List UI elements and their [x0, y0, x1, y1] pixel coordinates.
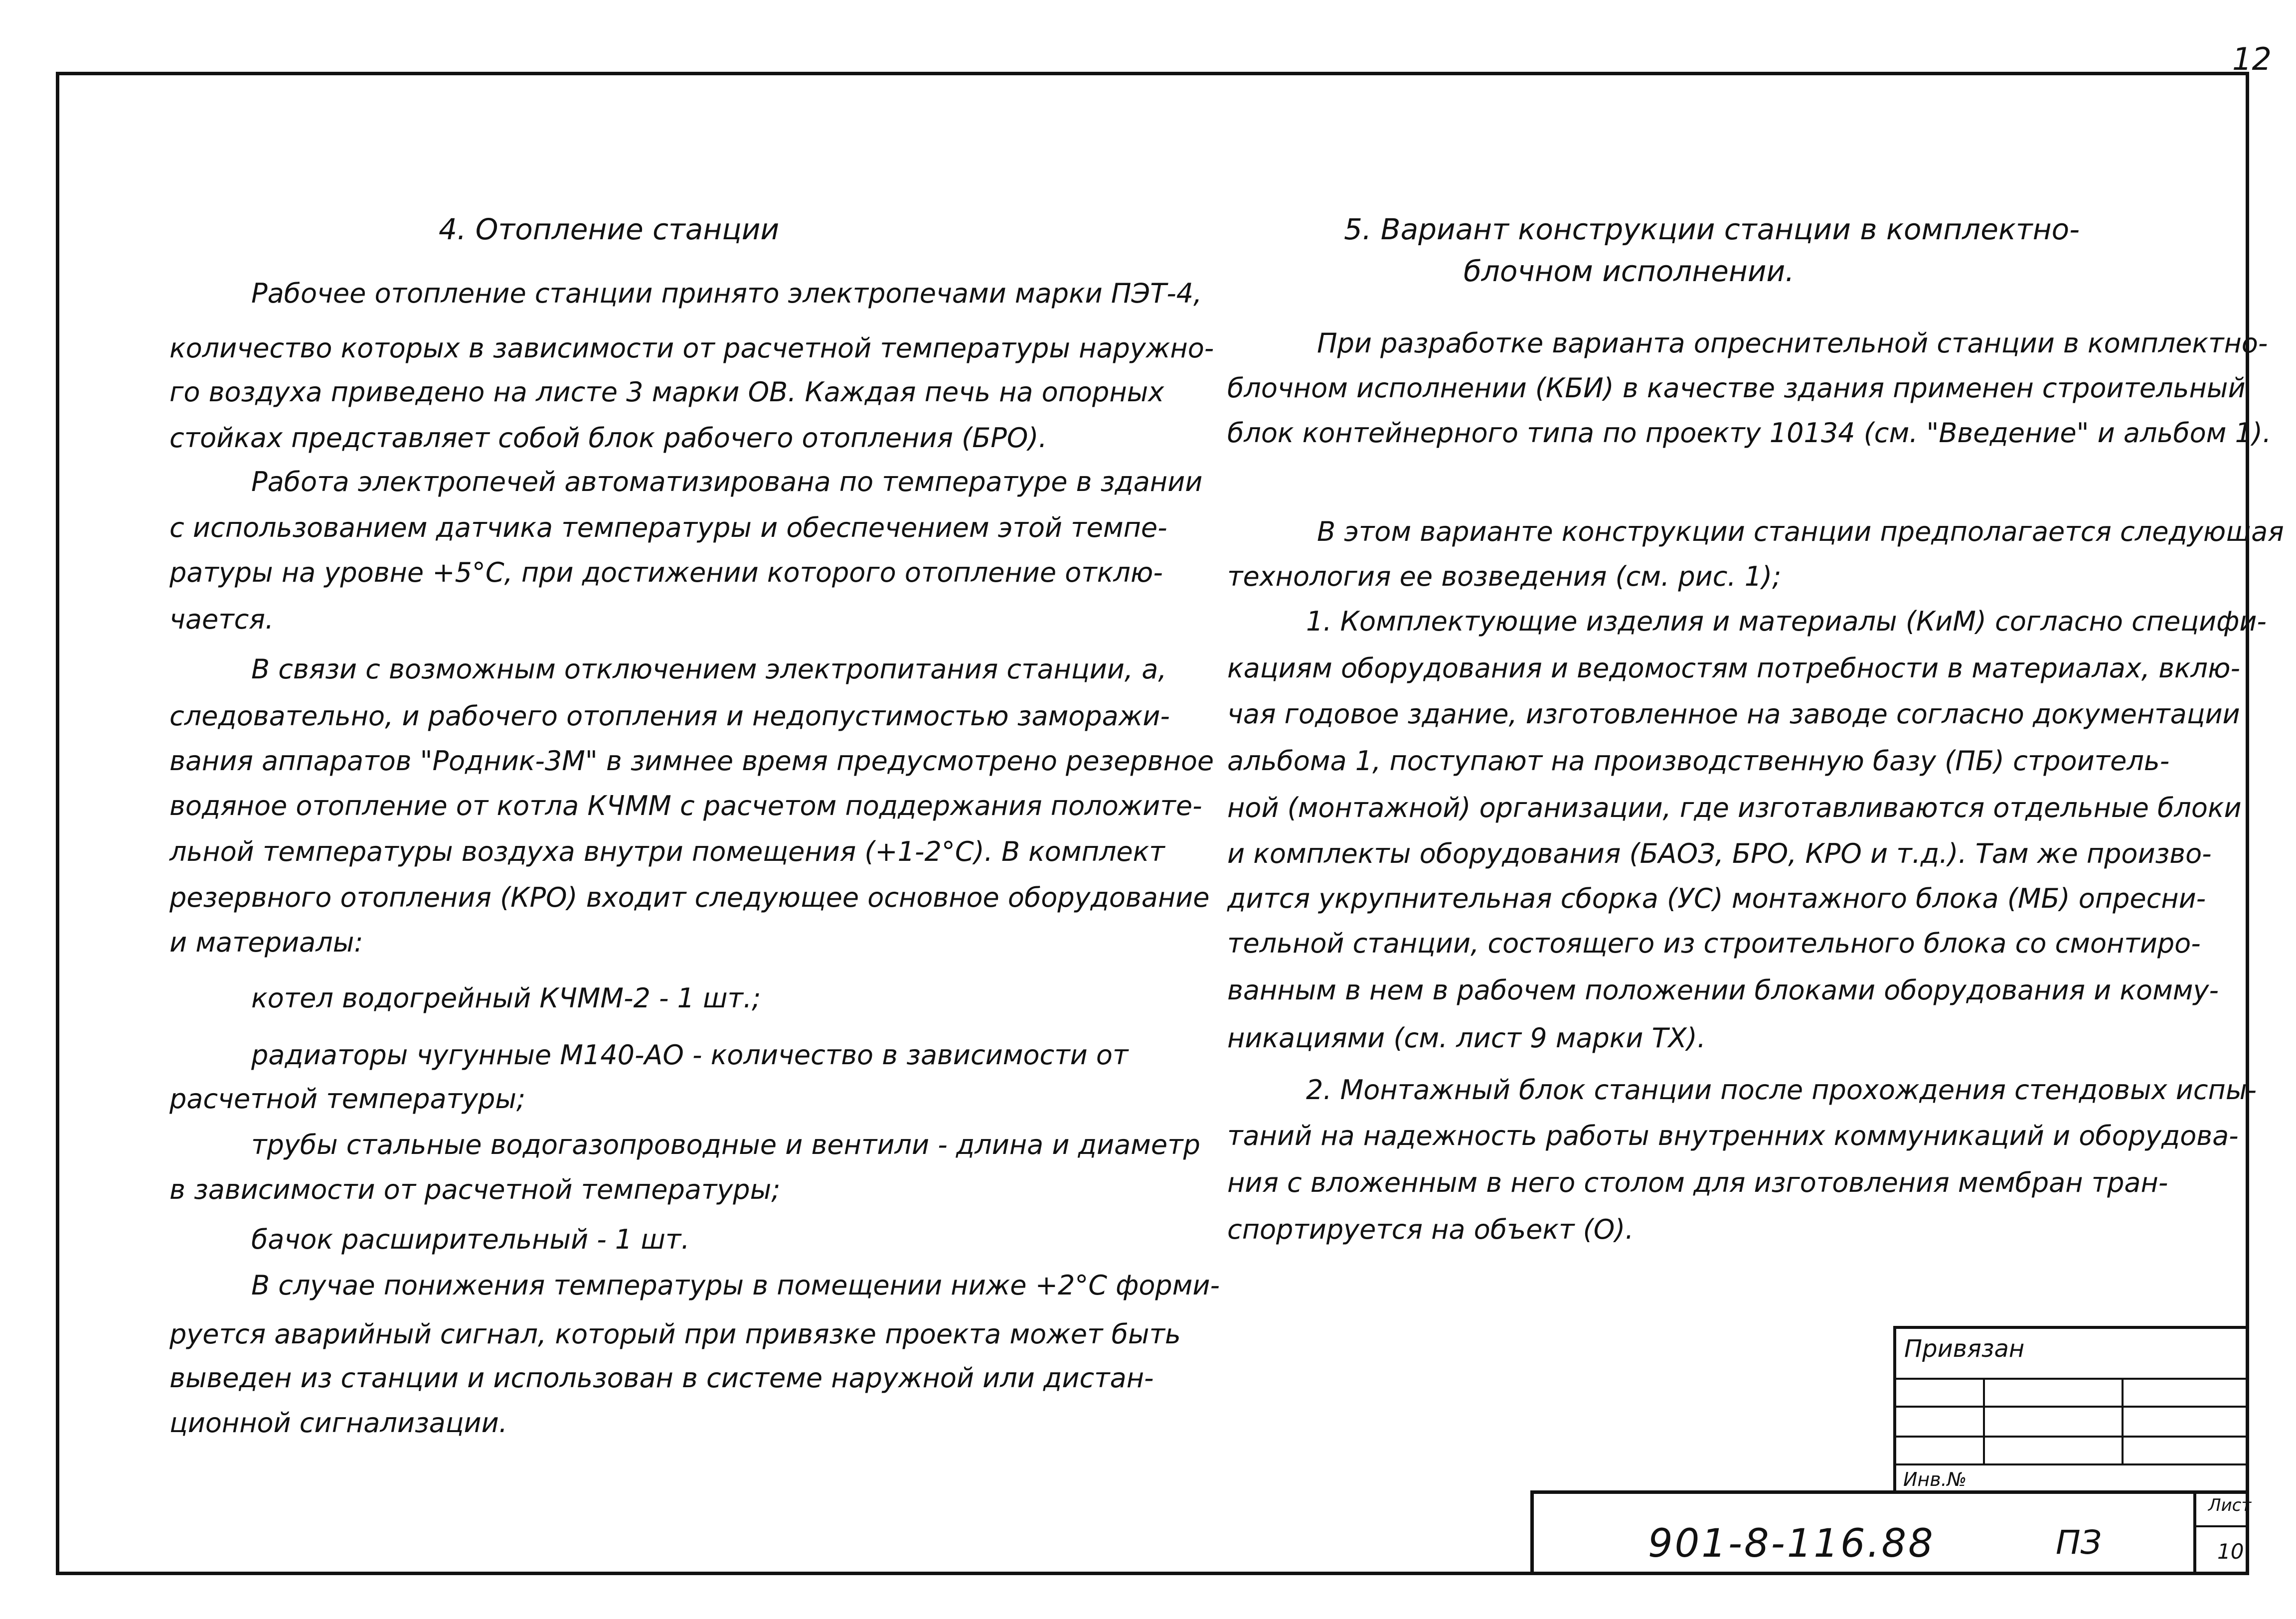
text-line: водяное отопление от котла КЧММ с расчетом поддержания положите- — [169, 790, 1202, 821]
section-4-title: 4. Отопление станции — [439, 212, 780, 246]
top-page-number: 12 — [2232, 41, 2272, 77]
text-line: ния с вложенным в него столом для изготовления мембран тран- — [1227, 1167, 2168, 1198]
text-line: ратуры на уровне +5°С, при достижении которого отопление отклю- — [169, 557, 1163, 588]
text-line: стойках представляет собой блок рабочего отопления (БРО). — [169, 422, 1047, 454]
sheet-number: 10 — [2217, 1539, 2244, 1564]
text-line: ванным в нем в рабочем положении блоками оборудования и комму- — [1227, 974, 2219, 1006]
document-code: 901-8-116.88 — [1648, 1521, 1935, 1566]
text-line: ционной сигнализации. — [169, 1407, 507, 1439]
text-line: Работа электропечей автоматизирована по температуре в здании — [251, 466, 1203, 497]
text-line: чая годовое здание, изготовленное на заводе согласно документации — [1227, 698, 2240, 730]
text-line: выведен из станции и использован в системе наружной или дистан- — [169, 1362, 1154, 1394]
text-line: блок контейнерного типа по проекту 10134 (см. "Введение" и альбом 1). — [1227, 417, 2272, 449]
text-line: 1. Комплектующие изделия и материалы (КиМ) согласно специфи- — [1306, 606, 2267, 637]
text-line: 2. Монтажный блок станции после прохождения стендовых испы- — [1306, 1074, 2257, 1106]
text-line: тельной станции, состоящего из строительного блока со смонтиро- — [1227, 928, 2201, 959]
text-line: блочном исполнении (КБИ) в качестве здания применен строительный — [1227, 372, 2246, 404]
text-line: резервного отопления (КРО) входит следующее основное оборудование — [169, 882, 1210, 913]
sheet-label: Лист — [2208, 1495, 2252, 1515]
text-line: чается. — [169, 604, 274, 635]
text-line: таний на надежность работы внутренних коммуникаций и оборудова- — [1227, 1120, 2239, 1151]
section-5-title-line-2: блочном исполнении. — [1464, 254, 1795, 288]
text-line: технология ее возведения (см. рис. 1); — [1227, 561, 1782, 592]
text-line: никациями (см. лист 9 марки ТХ). — [1227, 1022, 1706, 1054]
text-line: В связи с возможным отключением электропитания станции, а, — [251, 653, 1167, 685]
text-line: количество которых в зависимости от расчетной температуры наружно- — [169, 332, 1214, 364]
text-line: спортируется на объект (О). — [1227, 1214, 1634, 1245]
text-line: и комплекты оборудования (БАОЗ, БРО, КРО и т.д.). Там же произво- — [1227, 838, 2212, 869]
text-line: руется аварийный сигнал, который при привязке проекта может быть — [169, 1318, 1181, 1350]
section-5-title-line-1: 5. Вариант конструкции станции в комплектно- — [1344, 212, 2080, 246]
text-line: трубы стальные водогазопроводные и вентили - длина и диаметр — [251, 1129, 1200, 1160]
text-line: следовательно, и рабочего отопления и недопустимостью заморажи- — [169, 700, 1170, 732]
text-line: ной (монтажной) организации, где изготавливаются отдельные блоки — [1227, 792, 2242, 823]
text-line: расчетной температуры; — [169, 1083, 526, 1115]
text-line: В случае понижения температуры в помещении ниже +2°С форми- — [251, 1270, 1220, 1301]
text-line: и материалы: — [169, 927, 363, 958]
text-line: радиаторы чугунные М140-АО - количество в зависимости от — [251, 1039, 1129, 1071]
text-line: вания аппаратов "Родник-3М" в зимнее время предусмотрено резервное — [169, 745, 1214, 777]
text-line: При разработке варианта опреснительной станции в комплектно- — [1317, 327, 2268, 359]
text-line: альбома 1, поступают на производственную базу (ПБ) строитель- — [1227, 745, 2170, 777]
text-line: В этом варианте конструкции станции предполагается следующая — [1317, 516, 2284, 547]
privyazan-label: Привязан — [1904, 1335, 2025, 1363]
text-line: бачок расширительный - 1 шт. — [251, 1224, 690, 1255]
text-line: Рабочее отопление станции принято электропечами марки ПЭТ-4, — [251, 278, 1202, 309]
text-line: с использованием датчика температуры и обеспечением этой темпе- — [169, 512, 1167, 543]
text-line: льной температуры воздуха внутри помещения (+1-2°С). В комплект — [169, 836, 1165, 867]
inventory-number-label: Инв.№ — [1903, 1468, 1967, 1490]
title-block — [1530, 1326, 2252, 1575]
text-line: котел водогрейный КЧММ-2 - 1 шт.; — [251, 982, 761, 1014]
document-type: ПЗ — [2056, 1523, 2102, 1562]
text-line: кациям оборудования и ведомостям потребности в материалах, вклю- — [1227, 652, 2240, 684]
text-line: в зависимости от расчетной температуры; — [169, 1174, 781, 1205]
text-line: го воздуха приведено на листе 3 марки ОВ. Каждая печь на опорных — [169, 376, 1164, 408]
text-line: дится укрупнительная сборка (УС) монтажного блока (МБ) опресни- — [1227, 883, 2206, 914]
